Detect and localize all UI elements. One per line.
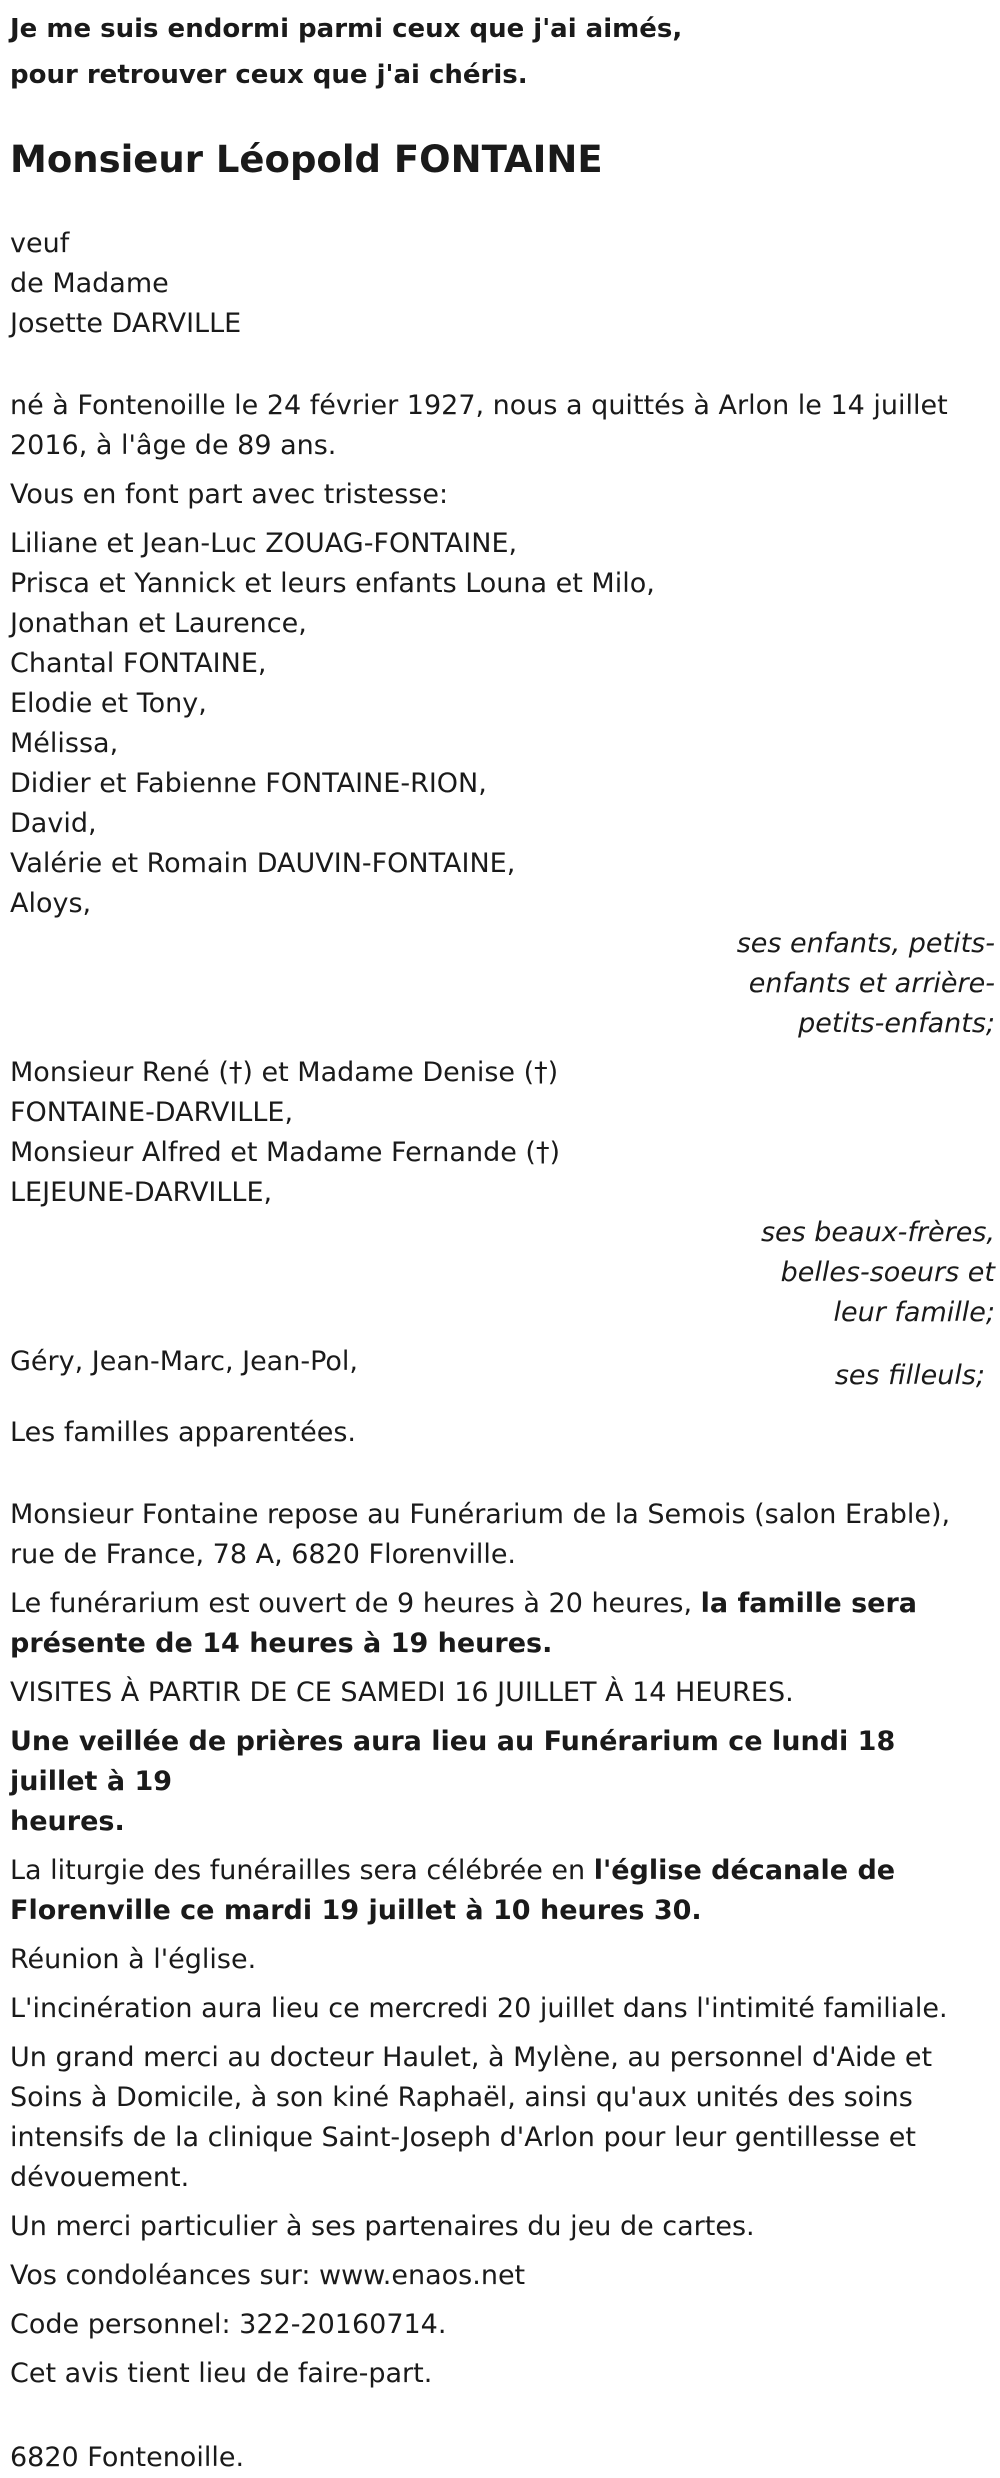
liturgy-text: La liturgie des funérailles sera célébrée en: [10, 1855, 594, 1886]
rest-place-line: rue de France, 78 A, 6820 Florenville.: [10, 1539, 517, 1570]
list-item: Monsieur Alfred et Madame Fernande (†): [10, 1137, 560, 1168]
siblings-relation: [10, 1213, 995, 1333]
relation-line: belles-soeurs et: [780, 1257, 995, 1288]
list-item: Elodie et Tony,: [10, 688, 207, 719]
list-item: Valérie et Romain DAUVIN-FONTAINE,: [10, 848, 516, 879]
list-item: Chantal FONTAINE,: [10, 648, 267, 679]
thanks-line: intensifs de la clinique Saint-Joseph d'Arlon pour leur gentillesse et: [10, 2122, 916, 2153]
spouse-line: Josette DARVILLE: [10, 308, 242, 339]
intro-text: Vous en font part avec tristesse:: [10, 479, 449, 510]
spouse-line: de Madame: [10, 268, 169, 299]
relation-line: ses beaux-frères,: [760, 1217, 995, 1248]
address-text: 6820 Fontenoille.: [10, 2442, 245, 2473]
spouse-block: [10, 224, 980, 344]
opening-text: Le funérarium est ouvert de 9 heures à 20 heures,: [10, 1588, 701, 1619]
children-list: [10, 524, 980, 924]
children-relation: [10, 924, 995, 1044]
vigil-line: Une veillée de prières aura lieu au Funérarium ce lundi 18 juillet à 19: [10, 1726, 896, 1797]
list-item: LEJEUNE-DARVILLE,: [10, 1177, 273, 1208]
list-item: Monsieur René (†) et Madame Denise (†): [10, 1057, 559, 1088]
code-text: Code personnel: 322-20160714.: [10, 2309, 447, 2340]
list-item: Mélissa,: [10, 728, 119, 759]
relation-line: enfants et arrière-: [748, 968, 995, 999]
thanks-line: Soins à Domicile, à son kiné Raphaël, ainsi qu'aux unités des soins: [10, 2082, 913, 2113]
relation-line: petits-enfants;: [798, 1008, 995, 1039]
list-item: Liliane et Jean-Luc ZOUAG-FONTAINE,: [10, 528, 518, 559]
rest-place-line: Monsieur Fontaine repose au Funérarium de la Semois (salon Erable),: [10, 1499, 951, 1530]
families-text: Les familles apparentées.: [10, 1417, 357, 1448]
list-item: Aloys,: [10, 888, 92, 919]
condolences-text: Vos condoléances sur: www.enaos.net: [10, 2260, 526, 2291]
epigraph-line: pour retrouver ceux que j'ai chéris.: [10, 60, 528, 90]
birth-death-block: [10, 386, 980, 466]
thanks-line: dévouement.: [10, 2162, 190, 2193]
relation-line: leur famille;: [833, 1297, 995, 1328]
birth-death-line: né à Fontenoille le 24 février 1927, nous a quittés à Arlon le 14 juillet: [10, 390, 948, 421]
rest-place-block: [10, 1495, 980, 1575]
vigil-line: heures.: [10, 1806, 125, 1837]
list-item: Didier et Fabienne FONTAINE-RION,: [10, 768, 487, 799]
list-item: FONTAINE-DARVILLE,: [10, 1097, 294, 1128]
vigil-block: [10, 1722, 980, 1842]
cremation-text: L'incinération aura lieu ce mercredi 20 juillet dans l'intimité familiale.: [10, 1993, 948, 2024]
spouse-line: veuf: [10, 228, 70, 259]
visits-text: VISITES À PARTIR DE CE SAMEDI 16 JUILLET À 14 HEURES.: [10, 1677, 794, 1708]
birth-death-line: 2016, à l'âge de 89 ans.: [10, 430, 337, 461]
liturgy-bold: Florenville ce mardi 19 juillet à 10 heures 30.: [10, 1895, 702, 1926]
meeting-text: Réunion à l'église.: [10, 1944, 257, 1975]
opening-bold: présente de 14 heures à 19 heures.: [10, 1628, 553, 1659]
thanks-line: Un grand merci au docteur Haulet, à Mylène, au personnel d'Aide et: [10, 2042, 933, 2073]
thanks-cards-text: Un merci particulier à ses partenaires du jeu de cartes.: [10, 2211, 755, 2242]
godchildren-text: Géry, Jean-Marc, Jean-Pol,: [10, 1346, 359, 1377]
notice-text: Cet avis tient lieu de faire-part.: [10, 2358, 433, 2389]
list-item: Prisca et Yannick et leurs enfants Louna et Milo,: [10, 568, 655, 599]
godchildren-relation: ses filleuls;: [834, 1360, 985, 1391]
opening-bold: la famille sera: [700, 1588, 918, 1619]
liturgy-bold: l'église décanale de: [593, 1855, 896, 1886]
deceased-name: Monsieur Léopold FONTAINE: [10, 138, 603, 181]
thanks-block: [10, 2038, 980, 2198]
epigraph-line: Je me suis endormi parmi ceux que j'ai aimés,: [10, 14, 683, 44]
godchildren-row: [10, 1342, 985, 1404]
list-item: David,: [10, 808, 97, 839]
opening-hours-block: [10, 1584, 980, 1664]
liturgy-block: [10, 1851, 980, 1931]
list-item: Jonathan et Laurence,: [10, 608, 307, 639]
relation-line: ses enfants, petits-: [736, 928, 995, 959]
siblings-list: [10, 1053, 980, 1213]
